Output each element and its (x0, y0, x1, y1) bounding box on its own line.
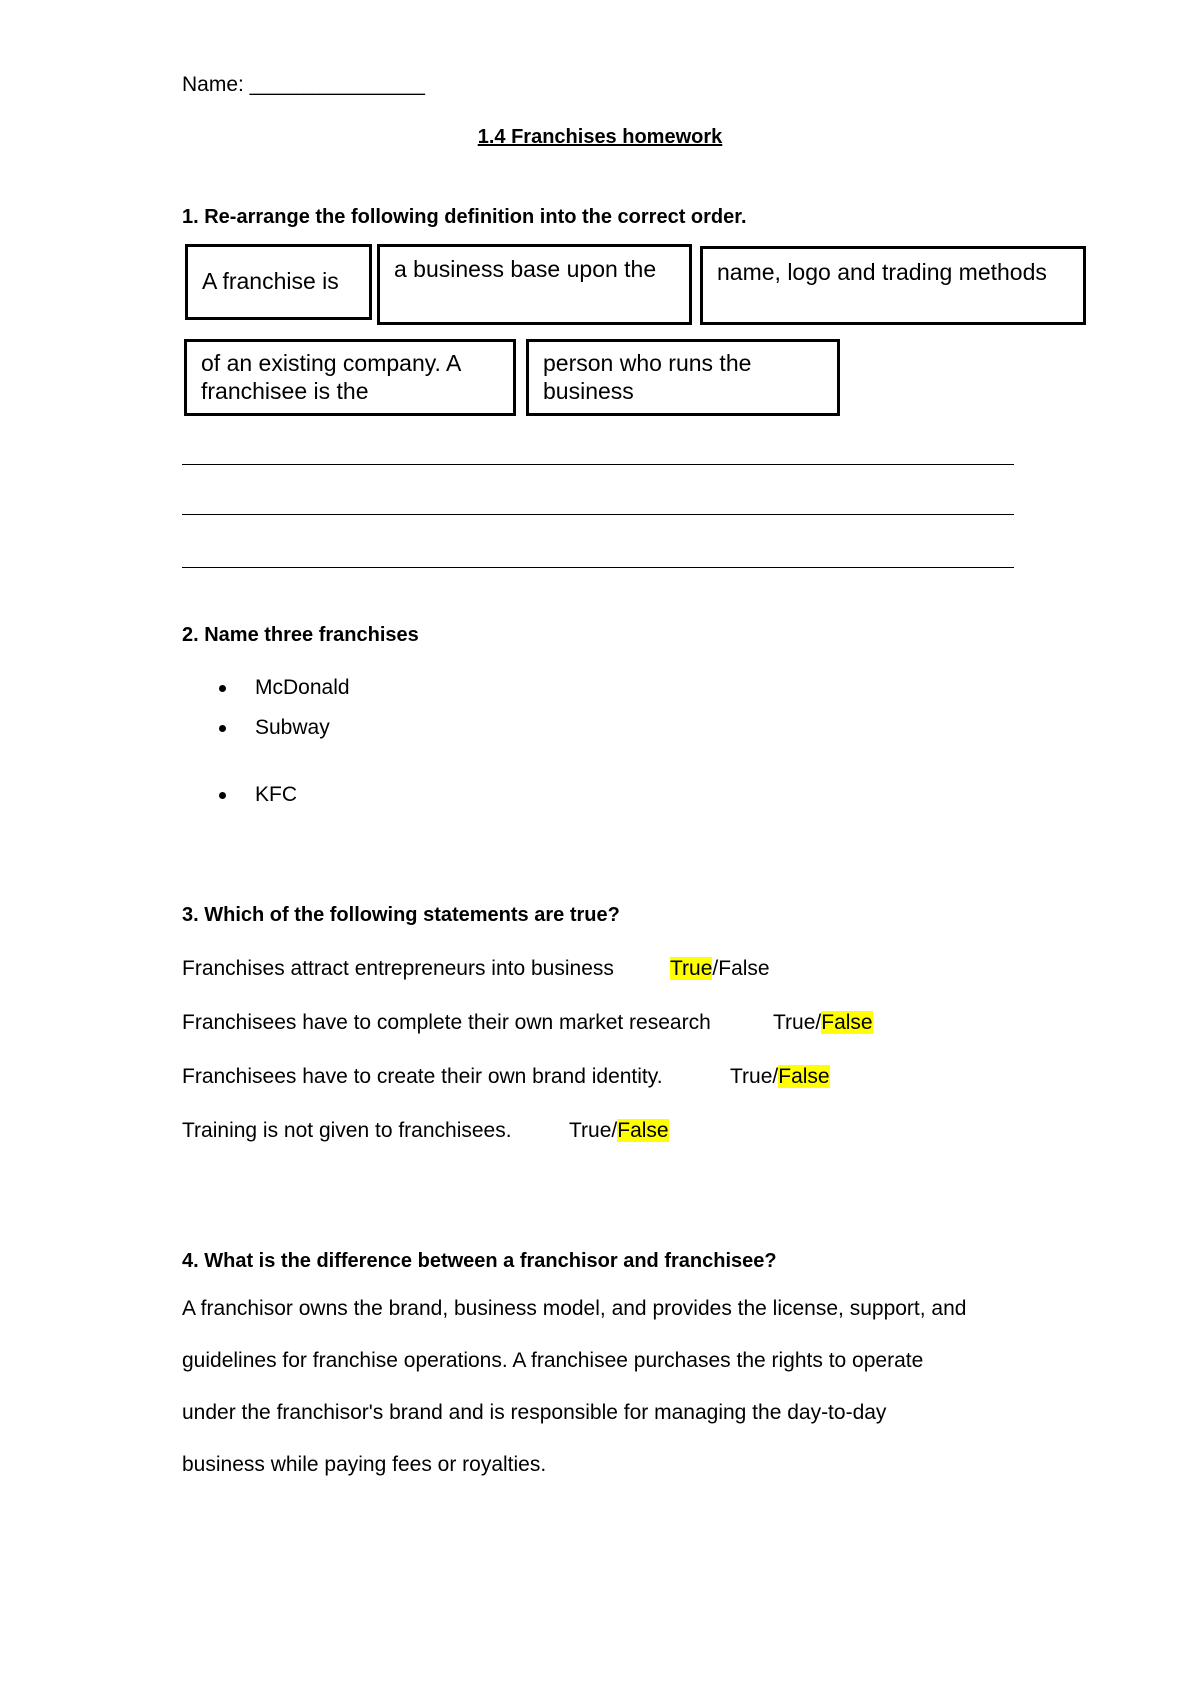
true-option[interactable]: True (773, 1011, 816, 1034)
franchise-answer-2: Subway (255, 716, 330, 739)
choice-separator: / (611, 1119, 618, 1142)
bullet-icon (219, 792, 226, 799)
q4-answer (182, 1283, 1062, 1491)
bullet-icon (219, 725, 226, 732)
false-option[interactable]: False (718, 957, 770, 980)
bullet-icon (219, 685, 226, 692)
choice-separator: / (712, 957, 719, 980)
definition-box-5[interactable]: person who runs the business (526, 339, 840, 416)
false-option[interactable]: False (821, 1011, 873, 1034)
q1-question: 1. Re-arrange the following definition into the correct order. (182, 206, 747, 228)
statement-2-text: Franchisees have to complete their own market research (182, 1011, 711, 1034)
q3-question: 3. Which of the following statements are true? (182, 904, 620, 926)
definition-box-1[interactable]: A franchise is (185, 244, 372, 320)
statement-3-text: Franchisees have to create their own brand identity. (182, 1065, 663, 1088)
choice-separator: / (772, 1065, 779, 1088)
q4-answer-line-2: guidelines for franchise operations. A franchisee purchases the rights to operate (182, 1349, 924, 1372)
q4-answer-line-4: business while paying fees or royalties. (182, 1453, 547, 1476)
true-option[interactable]: True (730, 1065, 773, 1088)
statement-1-text: Franchises attract entrepreneurs into business (182, 957, 614, 980)
statement-4-choice[interactable] (569, 1119, 669, 1143)
q4-answer-line-1: A franchisor owns the brand, business model, and provides the license, support, and (182, 1297, 967, 1320)
page-title: 1.4 Franchises homework (477, 126, 723, 148)
definition-box-3[interactable]: name, logo and trading methods (700, 246, 1086, 325)
answer-line-3[interactable] (182, 567, 1014, 568)
true-option[interactable]: True (569, 1119, 612, 1142)
false-option[interactable]: False (617, 1119, 669, 1142)
franchise-answer-1: McDonald (255, 676, 350, 699)
franchise-answer-3: KFC (255, 783, 297, 806)
definition-box-4[interactable]: of an existing company. A franchisee is the (184, 339, 516, 416)
statement-2-choice[interactable] (773, 1011, 873, 1035)
definition-box-2[interactable]: a business base upon the (377, 244, 692, 325)
q2-question: 2. Name three franchises (182, 624, 419, 646)
answer-line-1[interactable] (182, 464, 1014, 465)
statement-4-text: Training is not given to franchisees. (182, 1119, 512, 1142)
false-option[interactable]: False (778, 1065, 830, 1088)
statement-3-choice[interactable] (730, 1065, 830, 1089)
name-line (182, 73, 425, 97)
choice-separator: / (815, 1011, 822, 1034)
statement-1-choice[interactable] (670, 957, 770, 981)
answer-line-2[interactable] (182, 514, 1014, 515)
name-label: Name: (182, 73, 244, 96)
true-option[interactable]: True (670, 957, 713, 980)
q4-answer-line-3: under the franchisor's brand and is responsible for managing the day-to-day (182, 1401, 887, 1424)
name-blank[interactable]: _______________ (249, 73, 425, 96)
q4-question: 4. What is the difference between a franchisor and franchisee? (182, 1250, 777, 1272)
